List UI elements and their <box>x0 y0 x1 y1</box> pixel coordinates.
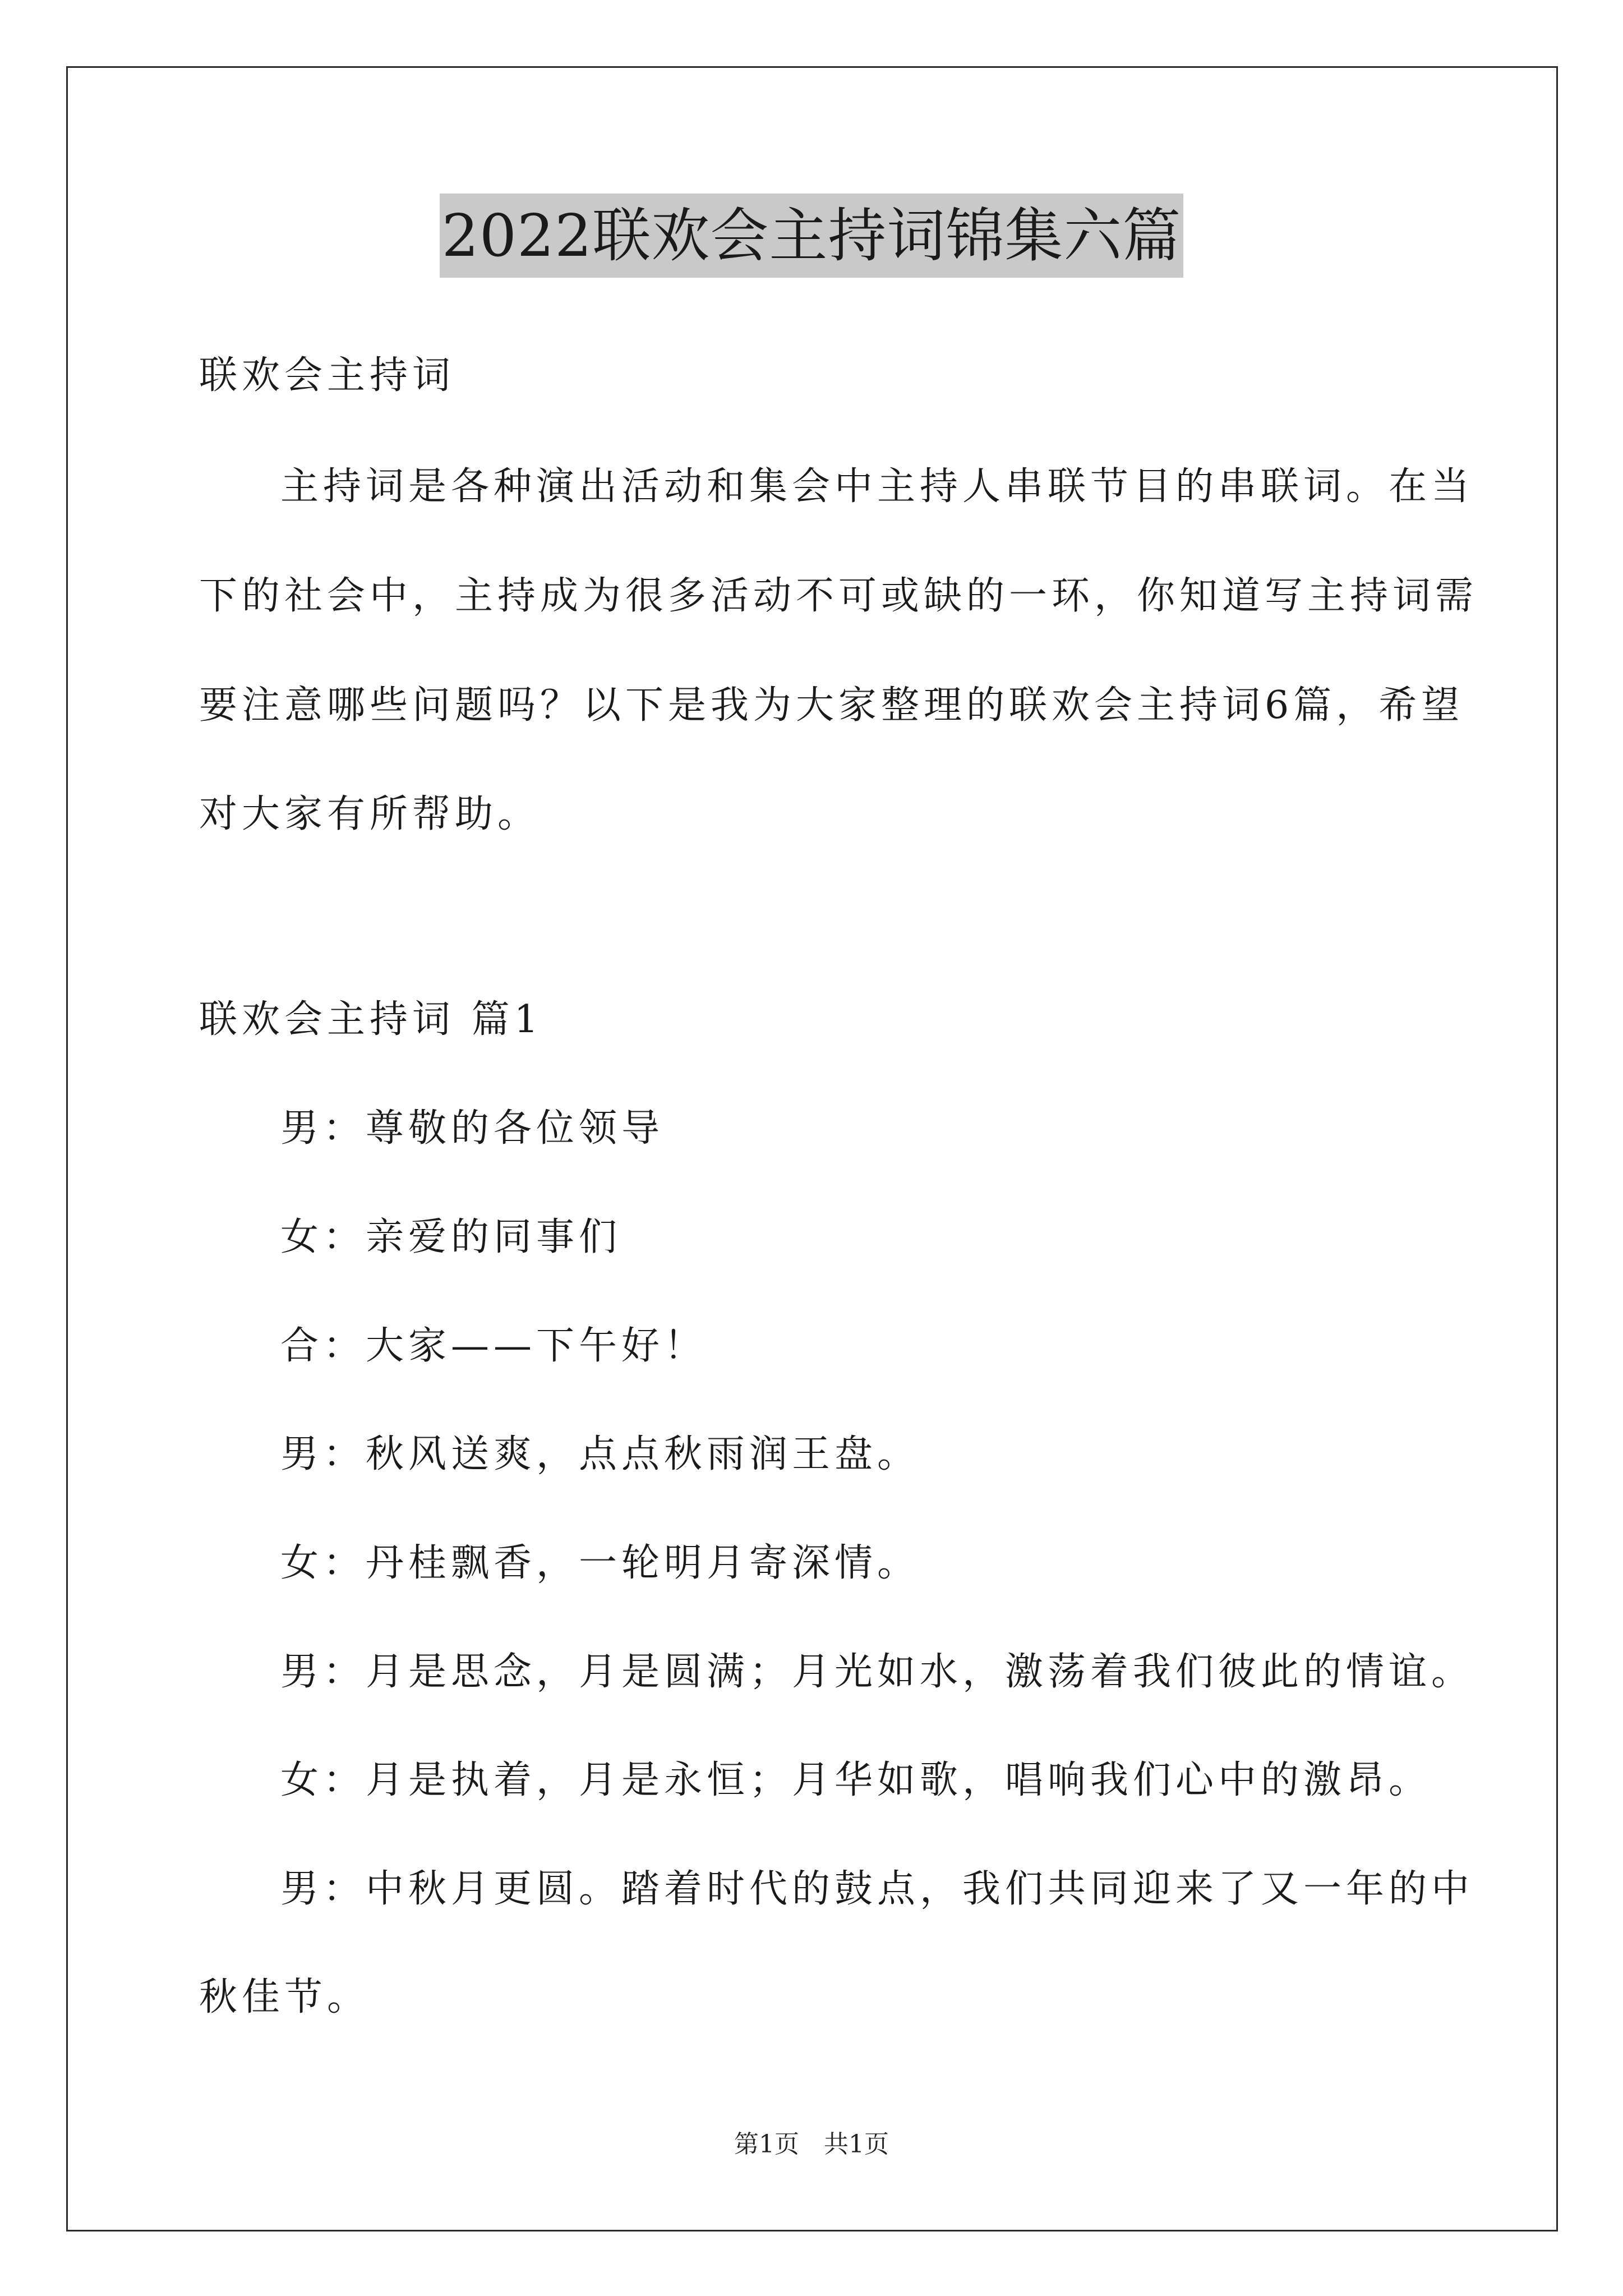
dialogue-line: 男：秋风送爽，点点秋雨润王盘。 <box>280 1432 920 1476</box>
section-heading: 联欢会主持词 篇1 <box>199 997 543 1042</box>
title-container <box>0 194 1623 278</box>
intro-paragraph-line: 主持词是各种演出活动和集会中主持人串联节目的串联词。在当 <box>280 464 1474 509</box>
dialogue-line: 男：中秋月更圆。踏着时代的鼓点，我们共同迎来了又一年的中 <box>280 1867 1474 1911</box>
dialogue-line: 男：月是思念，月是圆满；月光如水，激荡着我们彼此的情谊。 <box>280 1650 1474 1694</box>
intro-paragraph-line: 要注意哪些问题吗？以下是我为大家整理的联欢会主持词6篇，希望 <box>199 683 1464 728</box>
dialogue-line: 秋佳节。 <box>199 1975 370 2019</box>
page-number: 第1页 共1页 <box>734 2130 889 2159</box>
dialogue-line: 男：尊敬的各位领导 <box>280 1106 665 1151</box>
intro-heading: 联欢会主持词 <box>199 353 455 398</box>
dialogue-line: 女：丹桂飘香，一轮明月寄深情。 <box>280 1541 920 1585</box>
dialogue-line: 女：亲爱的同事们 <box>280 1215 622 1259</box>
dialogue-line: 合：大家——下午好！ <box>280 1324 707 1368</box>
document-title: 2022联欢会主持词锦集六篇 <box>440 194 1184 278</box>
dialogue-line: 女：月是执着，月是永恒；月华如歌，唱响我们心中的激昂。 <box>280 1758 1432 1802</box>
intro-paragraph-line: 对大家有所帮助。 <box>199 792 541 836</box>
intro-paragraph-line: 下的社会中，主持成为很多活动不可或缺的一环，你知道写主持词需 <box>199 574 1478 618</box>
